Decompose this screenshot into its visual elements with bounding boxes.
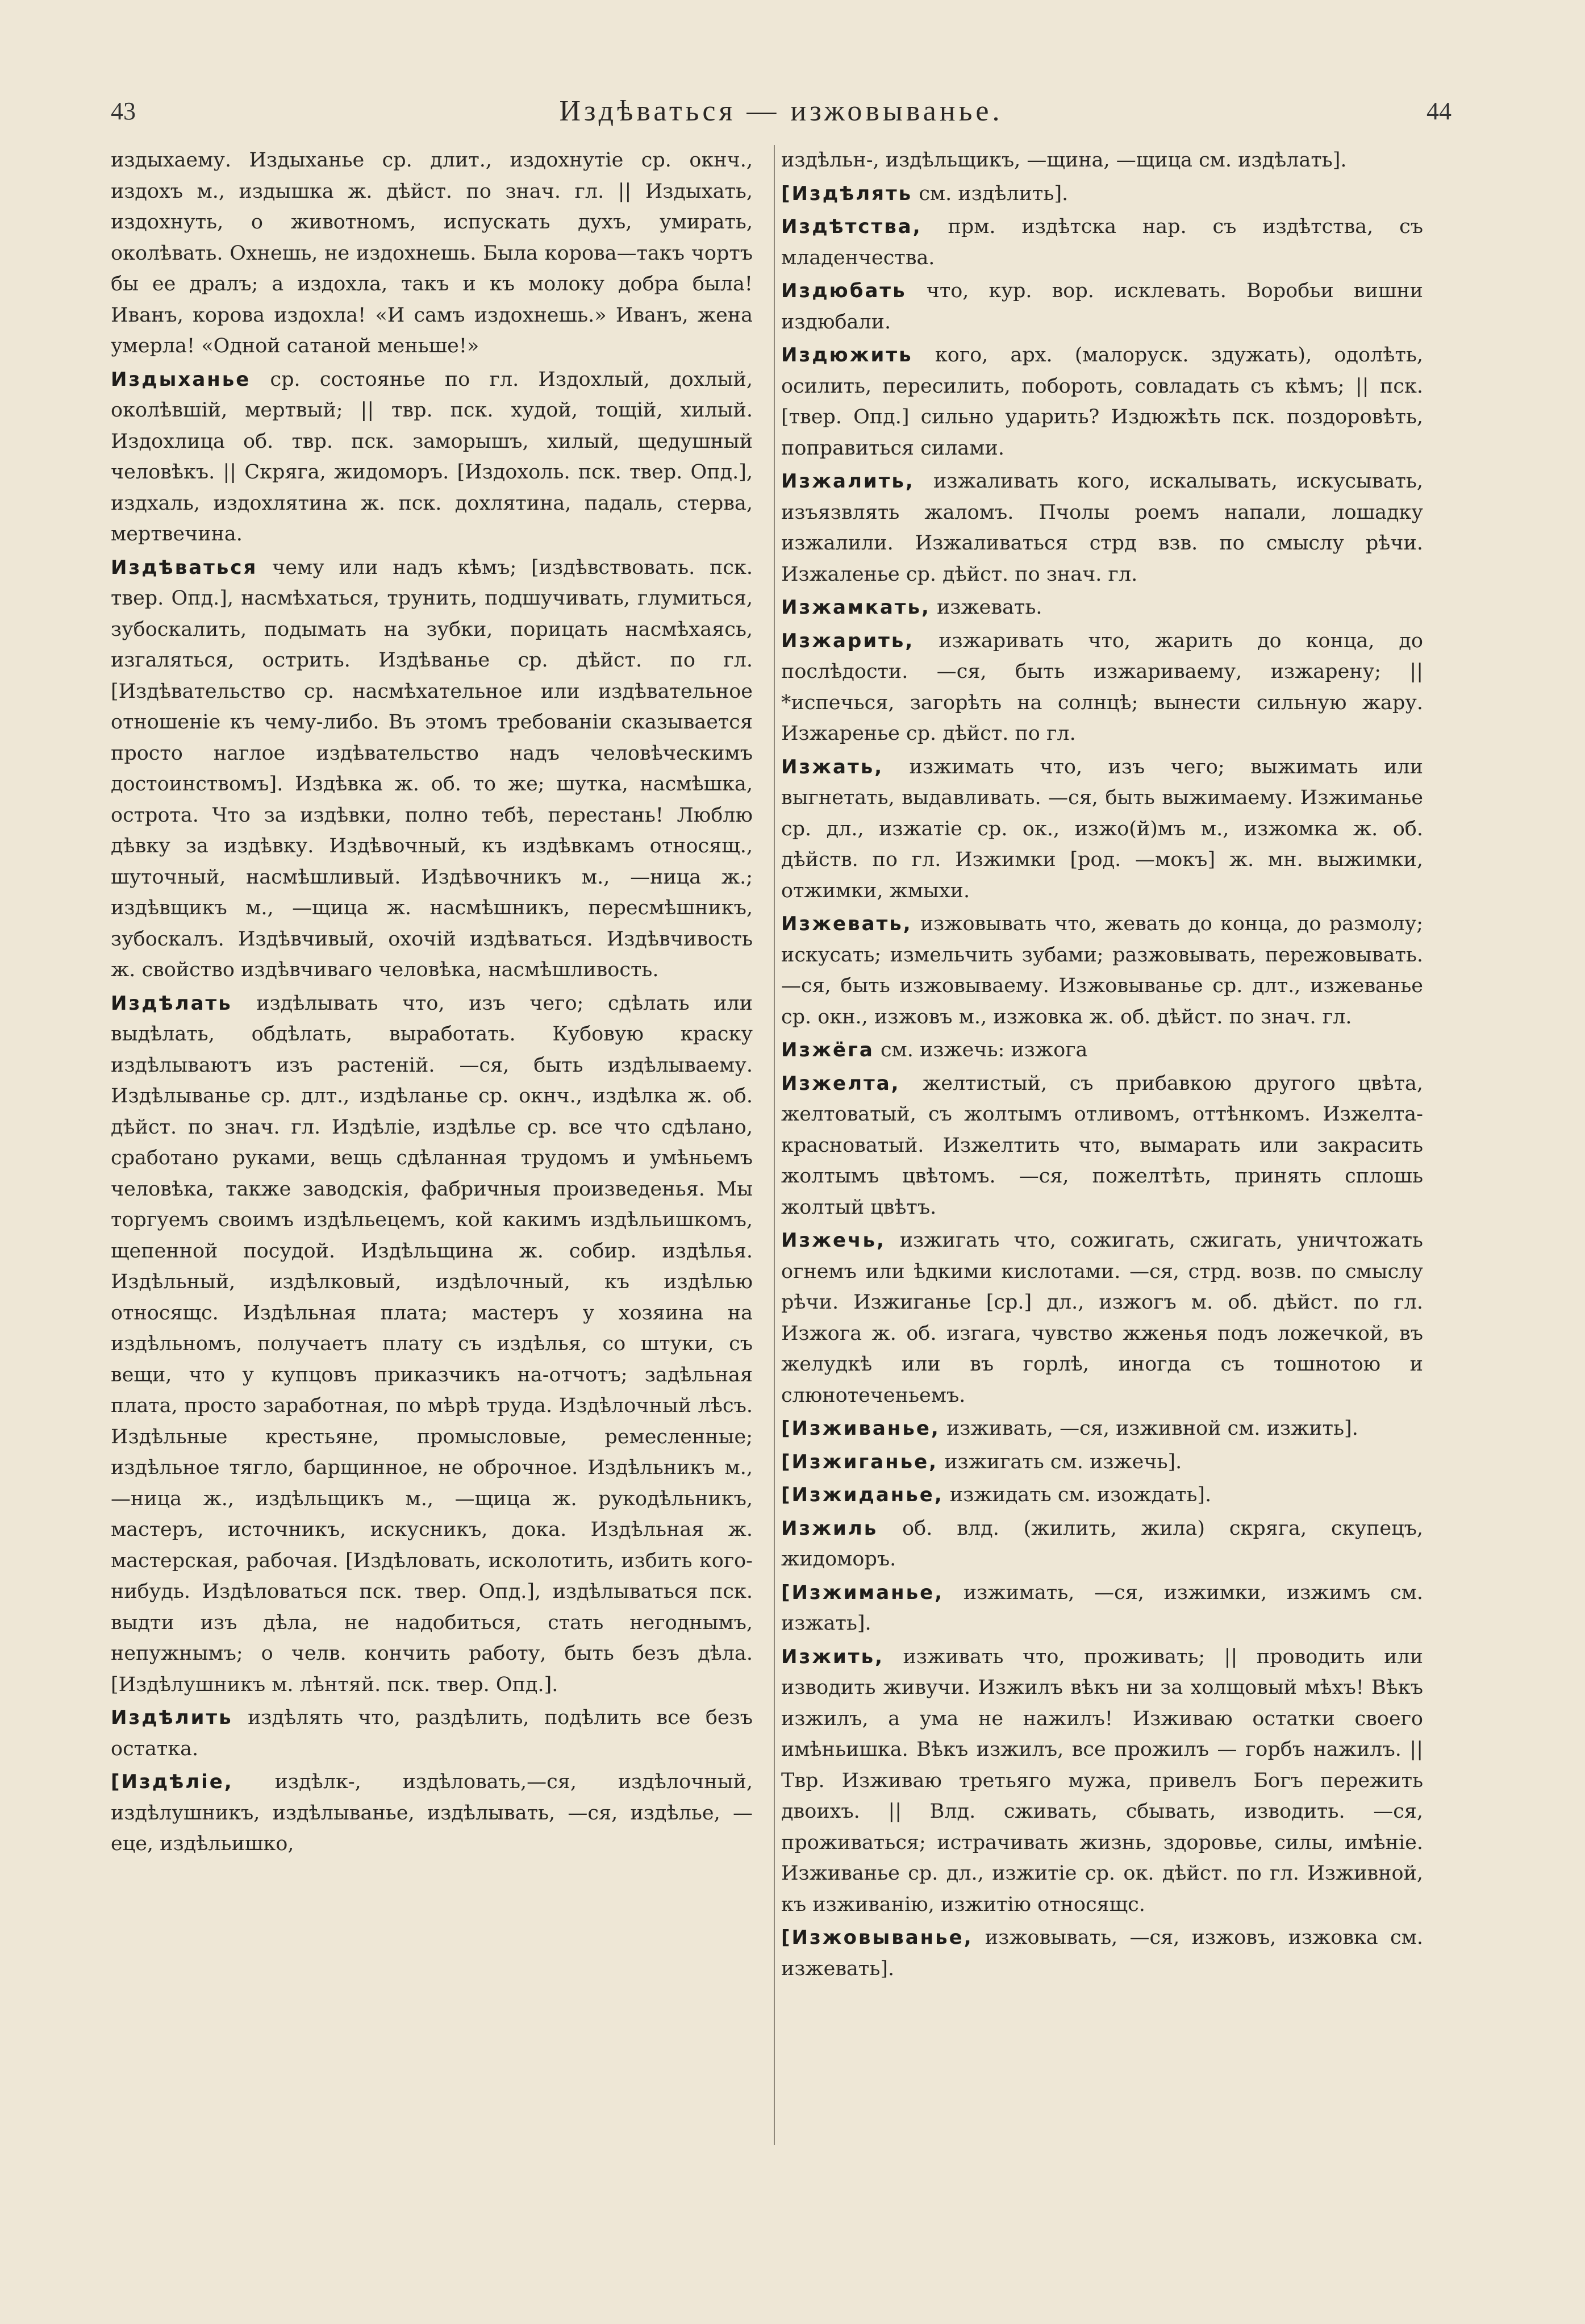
entry-headword: Изжёга: [781, 1039, 874, 1061]
dictionary-entry: [781, 276, 1423, 338]
entry-definition: изжигать что, сожигать, сжигать, уничтожать огнемъ или ѣдкими кислотами. —ся, стрд. возв. по смыслу рѣчи. Изжиганье [ср.] дл., изжогъ м. об. дѣйст. по гл. Изжога ж. об. изгага, чувство жженья подъ ложечкой, въ желудкѣ или въ горлѣ, иногда съ тошнотою и слюнотеченьемъ.: [781, 1229, 1423, 1407]
entry-headword: Издюжить: [781, 344, 913, 366]
dictionary-entry: [781, 1577, 1423, 1639]
dictionary-entry: [111, 988, 753, 1701]
entry-definition: об. влд. (жилить, жила) скряга, скупецъ, жидоморъ.: [781, 1517, 1423, 1571]
entry-headword: Изжать,: [781, 755, 884, 778]
entry-headword: [Издѣліе,: [111, 1771, 233, 1793]
entry-headword: Изжалить,: [781, 470, 915, 493]
dictionary-entry: [781, 1642, 1423, 1921]
dictionary-entry: [111, 1767, 753, 1860]
dictionary-entry: [111, 145, 753, 362]
entry-headword: Изжарить,: [781, 629, 915, 652]
left-column: [111, 145, 753, 2145]
entry-headword: Изжевать,: [781, 913, 912, 935]
dictionary-entry: [781, 592, 1423, 623]
dictionary-entry: [781, 145, 1423, 176]
entry-headword: Изжамкать,: [781, 596, 931, 619]
entry-definition: изжимать, —ся, изжимки, изжимъ см. изжать].: [781, 1581, 1423, 1635]
entry-headword: Издѣваться: [111, 556, 258, 579]
right-column: [781, 145, 1423, 2145]
dictionary-entry: [781, 1480, 1423, 1511]
entry-definition: чему или надъ кѣмъ; [издѣвствовать. пск. твер. Опд.], насмѣхаться, трунить, подшучивать, глумиться, зубоскалить, подымать на зубки, порицать насмѣхаясь, изгаляться, острить. Издѣванье ср. дѣйст. по гл. [Издѣвательство ср. насмѣхательное или издѣвательное отношеніе къ чему-либо. Въ этомъ требованіи сказывается просто наглое издѣвательство надъ человѣческимъ достоинствомъ]. Издѣвка ж. об. то же; шутка, насмѣшка, острота. Что за издѣвки, полно тебѣ, перестань! Люблю дѣвку за издѣвку. Издѣвочный, къ издѣвкамъ относящ., шуточный, насмѣшливый. Издѣвочникъ м., —ница ж.; издѣвщикъ м., —щица ж. насмѣшникъ, пересмѣшникъ, зубоскалъ. Издѣвчивый, охочій издѣваться. Издѣвчивость ж. свойство издѣвчиваго человѣка, насмѣшливость.: [111, 556, 753, 981]
entry-definition: изжигать см. изжечь].: [944, 1450, 1182, 1473]
entry-headword: [Изжиманье,: [781, 1581, 944, 1604]
entry-definition: изжимать что, изъ чего; выжимать или выгнетать, выдавливать. —ся, быть выжимаему. Изжиманье ср. дл., изжатіе ср. ок., изжо(й)мъ м., изжомка ж. об. дѣйств. по гл. Изжимки [род. —мокъ] ж. мн. выжимки, отжимки, жмыхи.: [781, 755, 1423, 902]
dictionary-entry: [781, 340, 1423, 464]
entry-headword: Издѣлать: [111, 992, 232, 1015]
entry-headword: [Изжиганье,: [781, 1450, 939, 1473]
entry-definition: изжовывать что, жевать до конца, до размолу; искусать; измельчить зубами; разжовывать, пережовывать. —ся, быть изжовываему. Изжовыванье ср. длт., изжеванье ср. окн., изжовъ м., изжовка ж. об. дѣйст. по знач. гл.: [781, 913, 1423, 1028]
dictionary-entry: [781, 178, 1423, 210]
entry-headword: Издыханье: [111, 368, 251, 391]
dictionary-entry: [111, 1702, 753, 1764]
entry-headword: Издѣлить: [111, 1706, 233, 1729]
dictionary-entry: [781, 1225, 1423, 1411]
dictionary-entry: [781, 1413, 1423, 1444]
page-header: [111, 91, 1451, 136]
entry-definition: изжаривать что, жарить до конца, до послѣдости. —ся, быть изжариваему, изжарену; || *испечься, загорѣть на солнцѣ; вынести сильную жару. Изжаренье ср. дѣйст. по гл.: [781, 629, 1423, 745]
entry-definition: изжевать.: [937, 596, 1042, 619]
entry-definition: кого, арх. (малоруск. здужать), одолѣть, осилить, пересилить, побороть, совладать съ кѣмъ; || пск. [твер. Опд.] сильно ударить? Издюжѣть пск. поздоровѣть, поправиться силами.: [781, 344, 1423, 460]
dictionary-entry: [111, 552, 753, 986]
entry-definition: издыхаему. Издыханье ср. длит., издохнутіе ср. окнч., издохъ м., издышка ж. дѣйст. по знач. гл. || Издыхать, издохнуть, о животномъ, испускать духъ, умирать, околѣвать. Охнешь, не издохнешь. Была корова—такъ чортъ бы ее дралъ; а издохла, такъ и къ молоку добра была! Иванъ, корова издохла! «И самъ издохнешь.» Иванъ, жена умерла! «Одной сатаной меньше!»: [111, 149, 753, 357]
entry-definition: изживать, —ся, изживной см. изжить].: [946, 1417, 1358, 1440]
dictionary-entry: [781, 1068, 1423, 1223]
entry-headword: Изжелта,: [781, 1072, 900, 1095]
entry-headword: Изжиль: [781, 1517, 878, 1540]
entry-definition: изжидать см. изождать].: [949, 1484, 1212, 1506]
entry-definition: изживать что, проживать; || проводить или изводить живучи. Изжилъ вѣкъ ни за холщовый мѣхъ! Вѣкъ изжилъ, а ума не нажилъ! Изживаю остатки своего имѣньишка. Вѣкъ изжилъ, все прожилъ — горбъ нажилъ. || Твр. Изживаю третьяго мужа, привелъ Богъ пережить двоихъ. || Влд. сживать, сбывать, изводить. —ся, проживаться; истрачивать жизнь, здоровье, силы, имѣніе. Изживанье ср. дл., изжитіе ср. ок. дѣйст. по гл. Изживной, къ изживанію, изжитію относящс.: [781, 1645, 1423, 1916]
entry-definition: прм. издѣтска нар. съ издѣтства, съ младенчества.: [781, 215, 1423, 269]
dictionary-entry: [111, 364, 753, 550]
entry-headword: [Издѣлять: [781, 182, 913, 205]
entry-definition: ср. состоянье по гл. Издохлый, дохлый, околѣвшій, мертвый; || твр. пск. худой, тощій, хилый. Издохлица об. твр. пск. заморышъ, хилый, щедушный человѣкъ. || Скряга, жидоморъ. [Издохоль. пск. твер. Опд.], издхаль, издохлятина ж. пск. дохлятина, падаль, стерва, мертвечина.: [111, 368, 753, 545]
entry-headword: Изжить,: [781, 1645, 884, 1668]
page-number-right: 44: [1426, 97, 1451, 125]
entry-definition: изжаливать кого, искалывать, искусывать, изъязвлять жаломъ. Пчолы роемъ напали, лошадку изжалили. Изжаливаться стрд взв. по смыслу рѣчи. Изжаленье ср. дѣйст. по знач. гл.: [781, 470, 1423, 586]
dictionary-entry: [781, 1513, 1423, 1575]
dictionary-entry: [781, 626, 1423, 749]
entry-definition: издѣлывать что, изъ чего; сдѣлать или выдѣлать, обдѣлать, выработать. Кубовую краску издѣлываютъ изъ растеній. —ся, быть издѣлываему. Издѣлыванье ср. длт., издѣланье ср. окнч., издѣлка ж. об. дѣйст. по знач. гл. Издѣліе, издѣлье ср. все что сдѣлано, сработано руками, вещь сдѣланная трудомъ и умѣньемъ человѣка, также заводскія, фабричныя произведенья. Мы торгуемъ своимъ издѣльецемъ, кой какимъ издѣльишкомъ, щепенной посудой. Издѣльщина ж. собир. издѣлья. Издѣльный, издѣлковый, издѣлочный, къ издѣлью относящс. Издѣльная плата; мастеръ у хозяина на издѣльномъ, получаетъ плату съ издѣлья, со штуки, съ вещи, что у купцовъ приказчикъ на-отчотъ; задѣльная плата, просто заработная, по мѣрѣ труда. Издѣлочный лѣсъ. Издѣльные крестьяне, промысловые, ремесленные; издѣльное тягло, барщинное, не оброчное. Издѣльникъ м., —ница ж., издѣльщикъ м., —щица ж. рукодѣльникъ, мастеръ, источникъ, искусникъ, дока. Издѣльная ж. мастерская, рабочая. [Издѣловать, исколотить, избить кого-нибудь. Издѣловаться пск. твер. Опд.], издѣлываться пск. выдти изъ дѣла, не надобиться, стать негоднымъ, непужнымъ; о челв. кончить работу, быть безъ дѣла. [Издѣлушникъ м. лѣнтяй. пск. твер. Опд.].: [111, 992, 753, 1696]
entry-headword: [Изжиданье,: [781, 1484, 944, 1506]
dictionary-entry: [781, 211, 1423, 273]
entry-definition: см. изжечь: изжога: [880, 1039, 1088, 1061]
dictionary-entry: [781, 909, 1423, 1032]
entry-definition: издѣлк-, издѣловать,—ся, издѣлочный, издѣлушникъ, издѣлыванье, издѣлывать, —ся, издѣлье, —еце, издѣльишко,: [111, 1771, 753, 1855]
entry-headword: [Изживанье,: [781, 1417, 940, 1440]
entry-headword: Изжечь,: [781, 1229, 886, 1252]
entry-headword: Издюбать: [781, 280, 907, 302]
entry-definition: издѣлять что, раздѣлить, подѣлить все безъ остатка.: [111, 1706, 753, 1760]
entry-definition: изжовывать, —ся, изжовъ, изжовка см. изжевать].: [781, 1926, 1423, 1980]
entry-definition: издѣльн-, издѣльщикъ, —щина, —щица см. издѣлать].: [781, 149, 1347, 172]
dictionary-entry: [781, 752, 1423, 907]
dictionary-entry: [781, 1035, 1423, 1066]
entry-definition: см. издѣлить].: [919, 182, 1069, 205]
dictionary-entry: [781, 1922, 1423, 1984]
dictionary-entry: [781, 1447, 1423, 1478]
entry-headword: Издѣтства,: [781, 215, 922, 238]
column-divider: [774, 145, 775, 2145]
running-title: Издѣваться — изжовыванье.: [559, 95, 1003, 127]
entry-definition: что, кур. вор. исклевать. Воробьи вишни издюбали.: [781, 280, 1423, 334]
dictionary-entry: [781, 466, 1423, 590]
page-number-left: 43: [111, 97, 136, 125]
entry-definition: желтистый, съ прибавкою другого цвѣта, желтоватый, съ жолтымъ отливомъ, оттѣнкомъ. Изжелта-красноватый. Изжелтить что, вымарать или закрасить жолтымъ цвѣтомъ. —ся, пожелтѣть, принять сплошь жолтый цвѣтъ.: [781, 1072, 1423, 1219]
entry-headword: [Изжовыванье,: [781, 1926, 973, 1949]
